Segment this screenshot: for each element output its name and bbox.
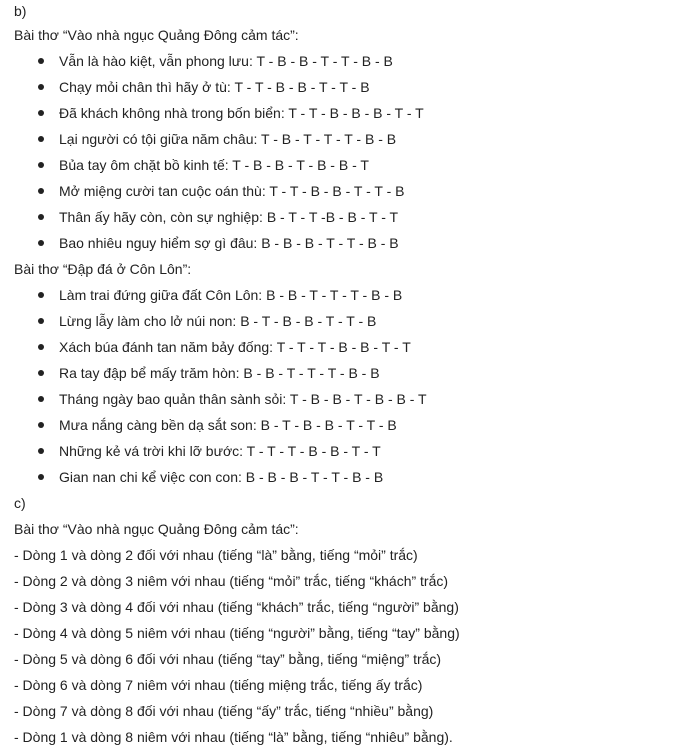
bullet-icon — [38, 344, 44, 350]
poem2-title: Bài thơ “Đập đá ở Côn Lôn”: — [14, 261, 192, 277]
bullet-icon — [38, 422, 44, 428]
bullet-icon — [38, 110, 44, 116]
list-item — [14, 464, 669, 490]
poem-line-text: Bủa tay ôm chặt bồ kinh tế: T - B - B - T - B - B - T — [59, 157, 369, 173]
analysis-line: - Dòng 1 và dòng 8 niêm với nhau (tiếng “là” bằng, tiếng “nhiêu” bằng). — [14, 729, 453, 745]
poem-line-text: Chạy mỏi chân thì hãy ở tù: T - T - B - B - T - T - B — [59, 79, 370, 95]
list-item — [14, 360, 669, 386]
poem-line-text: Ra tay đập bể mấy trăm hòn: B - B - T - T - T - B - B — [59, 365, 380, 381]
poem-line-text: Gian nan chi kể việc con con: B - B - B - T - T - B - B — [59, 469, 384, 485]
bullet-icon — [38, 136, 44, 142]
poem-line-text: Vẫn là hào kiệt, vẫn phong lưu: T - B - B - T - T - B - B — [59, 53, 393, 69]
poem-line-text: Lừng lẫy làm cho lở núi non: B - T - B - B - T - T - B — [59, 313, 377, 329]
bullet-icon — [38, 58, 44, 64]
poem-line-text: Bao nhiêu nguy hiểm sợ gì đâu: B - B - B - T - T - B - B — [59, 235, 399, 251]
list-item — [14, 386, 669, 412]
analysis-line: - Dòng 1 và dòng 2 đối với nhau (tiếng “là” bằng, tiếng “mỏi” trắc) — [14, 547, 418, 563]
section-c-label: c) — [14, 495, 26, 511]
list-item — [14, 100, 669, 126]
analysis-line: - Dòng 4 và dòng 5 niêm với nhau (tiếng “người” bằng, tiếng “tay” bằng) — [14, 625, 460, 641]
list-item — [14, 204, 669, 230]
bullet-icon — [38, 370, 44, 376]
analysis-line: - Dòng 7 và dòng 8 đối với nhau (tiếng “ấy” trắc, tiếng “nhiều” bằng) — [14, 703, 434, 719]
list-item — [14, 230, 669, 256]
list-item — [14, 126, 669, 152]
bullet-icon — [38, 162, 44, 168]
analysis-line: - Dòng 5 và dòng 6 đối với nhau (tiếng “tay” bằng, tiếng “miệng” trắc) — [14, 651, 442, 667]
list-item — [14, 178, 669, 204]
poem1-line-list — [14, 48, 669, 256]
poem1-title: Bài thơ “Vào nhà ngục Quảng Đông cảm tác”: — [14, 27, 299, 43]
poem-line-text: Làm trai đứng giữa đất Côn Lôn: B - B - T - T - T - B - B — [59, 287, 403, 303]
document-body — [14, 0, 669, 750]
section-c-title: Bài thơ “Vào nhà ngục Quảng Đông cảm tác”: — [14, 521, 299, 537]
bullet-icon — [38, 318, 44, 324]
poem-line-text: Lại người có tội giữa năm châu: T - B - T - T - T - B - B — [59, 131, 397, 147]
bullet-icon — [38, 84, 44, 90]
analysis-line: - Dòng 6 và dòng 7 niêm với nhau (tiếng miệng trắc, tiếng ấy trắc) — [14, 677, 423, 693]
list-item — [14, 282, 669, 308]
bullet-icon — [38, 240, 44, 246]
bullet-icon — [38, 292, 44, 298]
analysis-line: - Dòng 2 và dòng 3 niêm với nhau (tiếng “mỏi” trắc, tiếng “khách” trắc) — [14, 573, 449, 589]
poem-line-text: Mưa nắng càng bền dạ sắt son: B - T - B - B - T - T - B — [59, 417, 397, 433]
list-item — [14, 152, 669, 178]
list-item — [14, 308, 669, 334]
poem-line-text: Tháng ngày bao quản thân sành sỏi: T - B - B - T - B - B - T — [59, 391, 427, 407]
bullet-icon — [38, 396, 44, 402]
bullet-icon — [38, 448, 44, 454]
list-item — [14, 74, 669, 100]
poem2-line-list — [14, 282, 669, 490]
list-item — [14, 334, 669, 360]
poem-line-text: Xách búa đánh tan năm bảy đống: T - T - T - B - B - T - T — [59, 339, 411, 355]
list-item — [14, 412, 669, 438]
bullet-icon — [38, 188, 44, 194]
poem-line-text: Thân ấy hãy còn, còn sự nghiệp: B - T - T -B - B - T - T — [59, 209, 399, 225]
list-item — [14, 48, 669, 74]
poem-line-text: Những kẻ vá trời khi lỡ bước: T - T - T - B - B - T - T — [59, 443, 381, 459]
bullet-icon — [38, 214, 44, 220]
analysis-line: - Dòng 3 và dòng 4 đối với nhau (tiếng “khách” trắc, tiếng “người” bằng) — [14, 599, 459, 615]
list-item — [14, 438, 669, 464]
section-b-label: b) — [14, 3, 27, 19]
poem-line-text: Đã khách không nhà trong bốn biển: T - T - B - B - B - T - T — [59, 105, 424, 121]
bullet-icon — [38, 474, 44, 480]
poem-line-text: Mở miệng cười tan cuộc oán thù: T - T - B - B - T - T - B — [59, 183, 405, 199]
